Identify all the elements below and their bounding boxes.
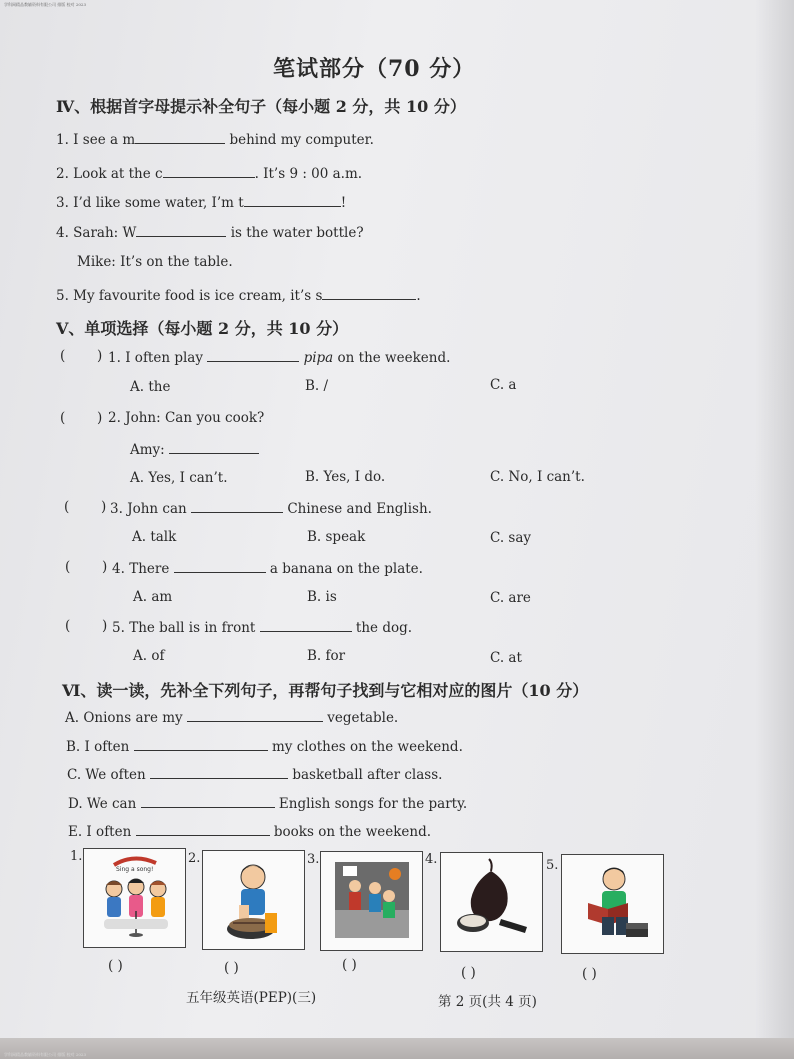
picture-1 — [83, 848, 186, 948]
s5-q2-sub: Amy: — [130, 440, 259, 458]
s4-item-4: 4. Sarah: W is the water bottle? — [56, 225, 364, 241]
picture-number: 5. — [546, 858, 559, 873]
picture-number: 1. — [70, 849, 83, 864]
section-5-heading: Ⅴ、单项选择（每小题 2 分，共 10 分） — [56, 319, 349, 338]
s6-item-e: E. I often books on the weekend. — [68, 824, 432, 840]
s5-q3-stem: 3. John can Chinese and English. — [110, 501, 432, 517]
picture-2 — [202, 850, 305, 950]
s5-q2-stem: 2. John: Can you cook? — [108, 410, 265, 426]
boy-washing-clothes-icon — [203, 851, 304, 949]
page-edge-shadow — [755, 0, 794, 1059]
footer-left: 五年级英语(PEP)(三) — [186, 990, 317, 1006]
footer-note: 学科网精品教辅资料有限公司 排版 校对 2023 — [4, 1052, 86, 1057]
answer-paren-open: ( — [60, 348, 66, 364]
s5-q1-option-b[interactable]: B. / — [305, 378, 329, 394]
s5-q5-option-b[interactable]: B. for — [307, 648, 346, 664]
picture-5 — [561, 854, 664, 954]
s5-q1-stem: 1. I often play pipa on the weekend. — [108, 350, 451, 366]
s5-q2-option-c[interactable]: C. No, I can’t. — [490, 469, 585, 485]
answer-paren-close: ) — [101, 499, 107, 515]
answer-paren-open: ( — [65, 559, 71, 575]
picture-3-answer[interactable]: ( ) — [342, 957, 357, 973]
s5-q2-option-a[interactable]: A. Yes, I can’t. — [130, 470, 228, 486]
s6-item-d: D. We can English songs for the party. — [68, 796, 468, 812]
s5-q3-option-b[interactable]: B. speak — [307, 529, 366, 545]
answer-paren-open: ( — [64, 499, 70, 515]
picture-3 — [320, 851, 423, 951]
picture-5-answer[interactable]: ( ) — [582, 966, 597, 982]
s5-q1-option-a[interactable]: A. the — [130, 379, 171, 395]
answer-paren-open: ( — [65, 618, 71, 634]
s4-item-3: 3. I’d like some water, I’m t ! — [56, 195, 347, 211]
s5-q5-option-c[interactable]: C. at — [490, 650, 522, 666]
section-6-heading: Ⅵ、读一读，先补全下列句子，再帮句子找到与它相对应的图片（10 分） — [62, 681, 589, 700]
s5-q4-stem: 4. There a banana on the plate. — [112, 561, 423, 577]
picture-number: 2. — [188, 851, 201, 866]
s6-item-b: B. I often my clothes on the weekend. — [66, 739, 463, 755]
s5-q1-option-c[interactable]: C. a — [490, 377, 517, 393]
kids-playing-basketball-icon — [321, 852, 422, 950]
s5-q5-stem: 5. The ball is in front the dog. — [112, 620, 413, 636]
table-surface — [0, 1038, 794, 1059]
answer-paren-close: ) — [97, 348, 103, 364]
s6-item-c: C. We often basketball after class. — [67, 767, 443, 783]
footer-page-number: 第 2 页(共 4 页) — [438, 994, 537, 1010]
picture-1-caption: Sing a song! — [116, 866, 154, 873]
s4-item-2: 2. Look at the c . It’s 9 : 00 a.m. — [56, 166, 363, 182]
s4-item-1: 1. I see a m behind my computer. — [56, 132, 374, 148]
picture-number: 3. — [307, 852, 320, 867]
s5-q3-option-a[interactable]: A. talk — [132, 529, 177, 545]
page-title: 笔试部分（70 分） — [273, 56, 476, 82]
picture-4-answer[interactable]: ( ) — [461, 965, 476, 981]
s5-q2-option-b[interactable]: B. Yes, I do. — [305, 469, 386, 485]
section-4-heading: Ⅳ、根据首字母提示补全句子（每小题 2 分，共 10 分） — [56, 97, 466, 116]
s4-item-5: 5. My favourite food is ice cream, it’s s . — [56, 288, 421, 304]
picture-4 — [440, 852, 543, 952]
picture-1-answer[interactable]: ( ) — [108, 958, 123, 974]
s5-q3-option-c[interactable]: C. say — [490, 530, 532, 546]
s5-q4-option-a[interactable]: A. am — [133, 589, 173, 605]
s6-item-a: A. Onions are my vegetable. — [65, 710, 399, 726]
answer-paren-close: ) — [102, 618, 108, 634]
s5-q5-option-a[interactable]: A. of — [133, 648, 165, 664]
onion-icon — [441, 853, 542, 951]
answer-paren-open: ( — [60, 410, 66, 426]
children-singing-icon — [84, 849, 185, 947]
s4-item-4-answer: Mike: It’s on the table. — [77, 254, 233, 270]
picture-2-answer[interactable]: ( ) — [224, 960, 239, 976]
boy-reading-book-icon — [562, 855, 663, 953]
s5-q4-option-c[interactable]: C. are — [490, 590, 531, 606]
answer-paren-close: ) — [97, 410, 103, 426]
s5-q4-option-b[interactable]: B. is — [307, 589, 337, 605]
answer-paren-close: ) — [102, 559, 108, 575]
header-note: 学科网精品教辅资料有限公司 排版 校对 2023 — [4, 2, 86, 7]
picture-number: 4. — [425, 852, 438, 867]
